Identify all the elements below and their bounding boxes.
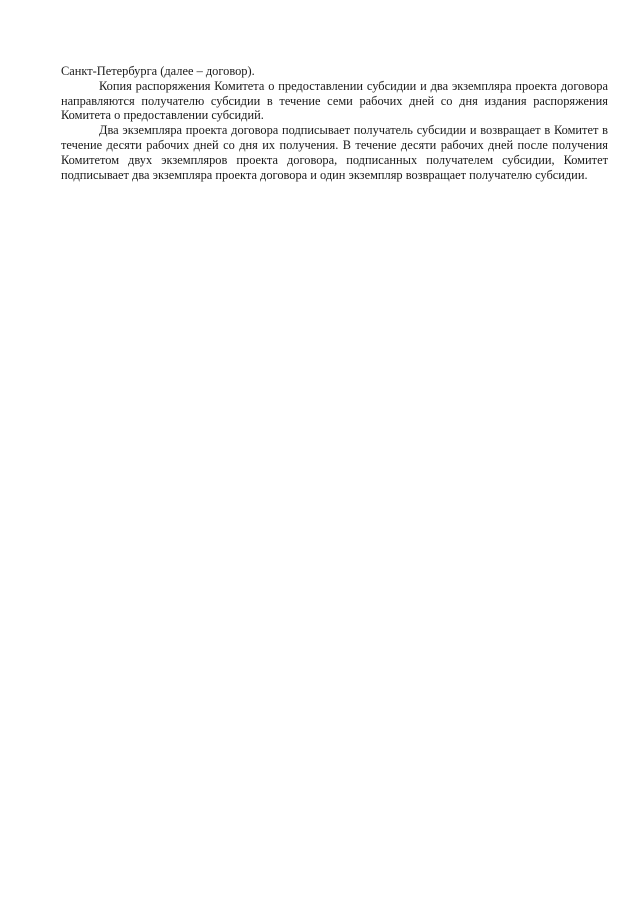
paragraph-copy-of-order: Копия распоряжения Комитета о предоставлении субсидии и два экземпляра проекта договора направляются получателю субсидии в течение семи рабочих дней со дня издания распоряжения Комитета о предоставлении субсидий. [61,78,608,123]
document-body [61,64,608,182]
paragraph-contract-signing: Два экземпляра проекта договора подписывает получатель субсидии и возвращает в Комитет в течение десяти рабочих дней со дня их получения. В течение десяти рабочих дней после получения Комитетом двух экземпляров проекта договора, подписанных получателем субсидии, Комитет подписывает два экземпляра проекта договора и один экземпляр возвращает получателю субсидии. [61,123,608,182]
paragraph-continuation: Санкт-Петербурга (далее – договор). [61,64,255,78]
